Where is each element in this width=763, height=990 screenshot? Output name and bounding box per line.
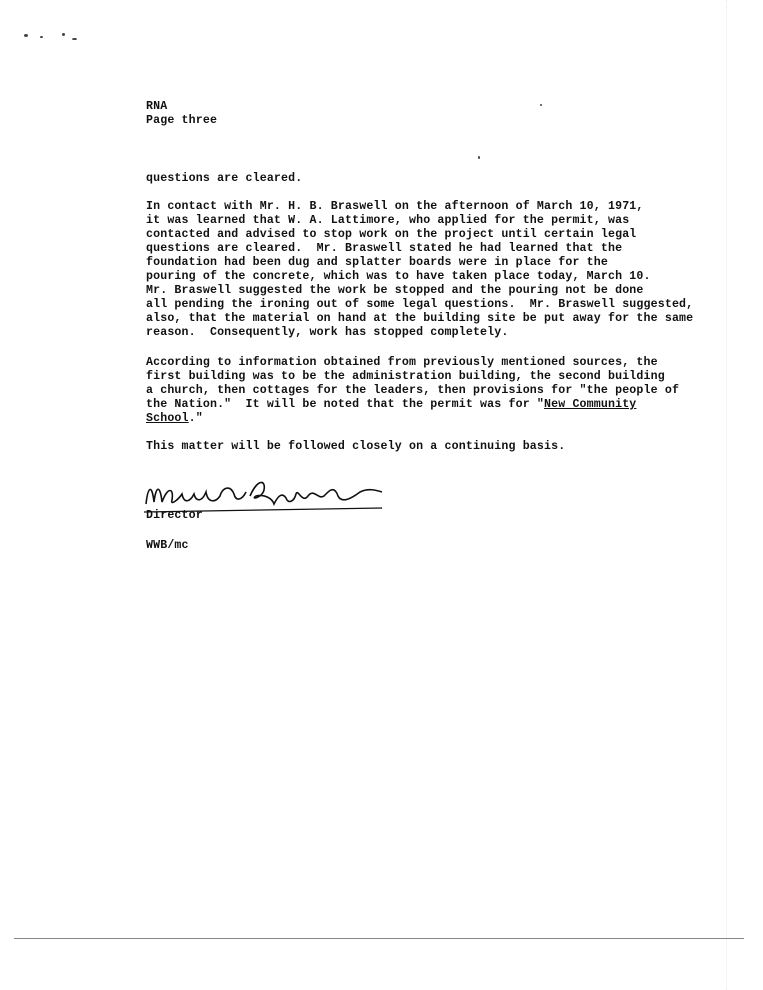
reference-initials: WWB/mc (146, 539, 189, 552)
scan-speck (62, 33, 65, 36)
body-line: it was learned that W. A. Lattimore, who applied for the permit, was (146, 214, 630, 227)
scan-speck (478, 156, 480, 159)
body-text: ." (188, 412, 203, 425)
body-line: In contact with Mr. H. B. Braswell on the afternoon of March 10, 1971, (146, 200, 644, 213)
scan-speck (24, 34, 28, 37)
underlined-school-name: School (146, 412, 189, 425)
header-initials: RNA (146, 100, 168, 113)
body-line: This matter will be followed closely on a continuing basis. (146, 440, 566, 453)
body-line: pouring of the concrete, which was to have taken place today, March 10. (146, 270, 651, 283)
body-text: the Nation." It will be noted that the permit was for " (146, 398, 545, 411)
body-line-with-underline (146, 412, 203, 426)
scan-edge (726, 0, 763, 990)
signature-title: Director (146, 509, 203, 522)
body-line: also, that the material on hand at the building site be put away for the same (146, 312, 694, 325)
body-line: questions are cleared. Mr. Braswell stated he had learned that the (146, 242, 623, 255)
header-page-number: Page three (146, 114, 218, 127)
body-line: all pending the ironing out of some legal questions. Mr. Braswell suggested, (146, 298, 694, 311)
scan-speck (540, 104, 542, 106)
page-bottom-rule (14, 938, 744, 939)
body-line: a church, then cottages for the leaders, then provisions for "the people of (146, 384, 680, 397)
body-line: foundation had been dug and splatter boards were in place for the (146, 256, 608, 269)
body-line: According to information obtained from previously mentioned sources, the (146, 356, 658, 369)
scan-speck (72, 38, 77, 40)
body-line-with-underline (146, 398, 636, 412)
body-line: contacted and advised to stop work on the project until certain legal (146, 228, 637, 241)
body-line: reason. Consequently, work has stopped completely. (146, 326, 509, 339)
body-line: Mr. Braswell suggested the work be stopped and the pouring not be done (146, 284, 644, 297)
underlined-school-name: New Community (544, 398, 637, 411)
body-line: questions are cleared. (146, 172, 303, 185)
scan-speck (40, 36, 43, 38)
body-line: first building was to be the administration building, the second building (146, 370, 665, 383)
